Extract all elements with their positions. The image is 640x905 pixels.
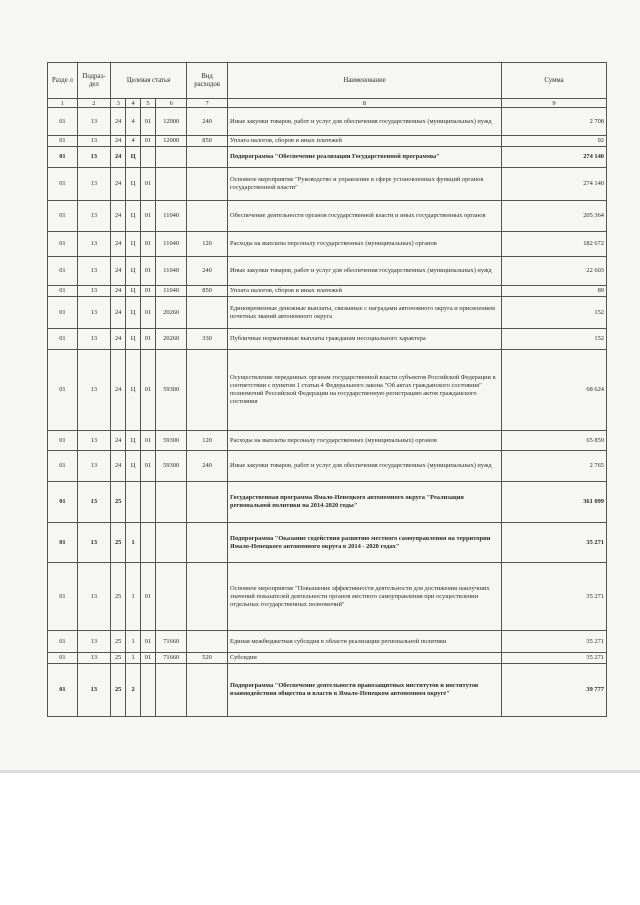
podrazdel-cell: 13 (77, 653, 110, 664)
celevaya-a-cell: 25 (110, 653, 125, 664)
celevaya-d-cell: 59300 (156, 431, 187, 451)
celevaya-a-cell: 25 (110, 631, 125, 653)
name-cell: Уплата налогов, сборов и иных платежей (228, 136, 502, 147)
table-row (48, 286, 607, 297)
razdel-cell: 01 (48, 232, 78, 257)
header-row (48, 63, 607, 99)
table-row (48, 451, 607, 482)
name-cell: Иные закупки товаров, работ и услуг для обеспечения государственных (муниципальных) нужд (228, 108, 502, 136)
celevaya-b-cell: 1 (126, 631, 140, 653)
podrazdel-cell: 13 (77, 147, 110, 168)
celevaya-a-cell: 24 (110, 431, 125, 451)
sum-cell: 152 (501, 329, 606, 350)
sum-cell: 35 271 (501, 563, 606, 631)
table-row (48, 147, 607, 168)
sum-cell: 2 708 (501, 108, 606, 136)
razdel-cell: 01 (48, 563, 78, 631)
podrazdel-cell: 13 (77, 257, 110, 286)
name-cell: Обеспечение деятельности органов государственной власти и иных государственных органов (228, 201, 502, 232)
celevaya-a-cell: 25 (110, 482, 125, 523)
celevaya-b-cell: 4 (126, 136, 140, 147)
vid-cell: 330 (187, 329, 228, 350)
vid-cell: 850 (187, 286, 228, 297)
podrazdel-cell: 13 (77, 631, 110, 653)
celevaya-d-cell: 59300 (156, 451, 187, 482)
vid-cell (187, 664, 228, 717)
razdel-cell: 01 (48, 201, 78, 232)
celevaya-d-cell: 11040 (156, 257, 187, 286)
celevaya-c-cell: 01 (140, 257, 155, 286)
name-cell: Подпрограмма "Обеспечение деятельности правозащитных институтов и институтов взаимодействия общества и власти в Ямало-Ненецком автономном округе" (228, 664, 502, 717)
celevaya-a-cell: 25 (110, 523, 125, 563)
celevaya-c-cell: 01 (140, 286, 155, 297)
celevaya-b-cell: Ц (126, 168, 140, 201)
colnum: 1 (48, 99, 78, 108)
name-cell: Субсидии (228, 653, 502, 664)
celevaya-b-cell: 1 (126, 653, 140, 664)
celevaya-a-cell: 24 (110, 147, 125, 168)
column-numbers-row (48, 99, 607, 108)
sum-cell: 361 099 (501, 482, 606, 523)
table-row (48, 297, 607, 329)
razdel-cell: 01 (48, 257, 78, 286)
razdel-cell: 01 (48, 523, 78, 563)
vid-cell (187, 201, 228, 232)
vid-cell (187, 350, 228, 431)
podrazdel-cell: 13 (77, 664, 110, 717)
celevaya-a-cell: 24 (110, 201, 125, 232)
header-podrazdel: Подраз- дел (77, 63, 110, 99)
podrazdel-cell: 13 (77, 108, 110, 136)
celevaya-d-cell: 20260 (156, 297, 187, 329)
vid-cell (187, 297, 228, 329)
table-row (48, 631, 607, 653)
sum-cell: 2 765 (501, 451, 606, 482)
celevaya-d-cell (156, 563, 187, 631)
table-row (48, 168, 607, 201)
razdel-cell: 01 (48, 286, 78, 297)
celevaya-d-cell: 11040 (156, 232, 187, 257)
vid-cell (187, 168, 228, 201)
razdel-cell: 01 (48, 664, 78, 717)
header-celevaya: Целевая статья (110, 63, 186, 99)
vid-cell (187, 147, 228, 168)
header-vid: Вид расходов (187, 63, 228, 99)
name-cell: Основное мероприятие "Руководство и управление в сфере установленных функций органов государственной власти" (228, 168, 502, 201)
podrazdel-cell: 13 (77, 482, 110, 523)
name-cell: Осуществление переданных органам государственной власти субъектов Российской Федерации в соответствии с пунктом 1 статьи 4 Федерального закона "Об актах гражданского состояния" полномочий Российской Федерации на государственную регистрацию актов гражданского состояния (228, 350, 502, 431)
name-cell: Публичные нормативные выплаты гражданам несоциального характера (228, 329, 502, 350)
celevaya-d-cell (156, 168, 187, 201)
name-cell: Единая межбюджетная субсидия в области реализации региональной политики (228, 631, 502, 653)
header-naimenovanie: Наименование (228, 63, 502, 99)
name-cell: Единовременные денежные выплаты, связанные с наградами автономного округа и присвоением почетных званий автономного округа (228, 297, 502, 329)
table-row (48, 653, 607, 664)
table-row (48, 201, 607, 232)
podrazdel-cell: 13 (77, 201, 110, 232)
celevaya-d-cell: 71660 (156, 631, 187, 653)
vid-cell (187, 482, 228, 523)
colnum: 8 (228, 99, 502, 108)
vid-cell: 240 (187, 108, 228, 136)
celevaya-b-cell: 2 (126, 664, 140, 717)
table-row (48, 664, 607, 717)
celevaya-a-cell: 24 (110, 350, 125, 431)
celevaya-a-cell: 24 (110, 329, 125, 350)
sum-cell: 89 (501, 286, 606, 297)
table-row (48, 136, 607, 147)
header-summa: Сумма (501, 63, 606, 99)
celevaya-c-cell: 01 (140, 631, 155, 653)
razdel-cell: 01 (48, 431, 78, 451)
celevaya-d-cell (156, 482, 187, 523)
colnum: 4 (126, 99, 140, 108)
celevaya-c-cell (140, 523, 155, 563)
colnum: 6 (156, 99, 187, 108)
podrazdel-cell: 13 (77, 350, 110, 431)
sum-cell: 68 624 (501, 350, 606, 431)
celevaya-c-cell: 01 (140, 451, 155, 482)
celevaya-b-cell: Ц (126, 257, 140, 286)
sum-cell: 152 (501, 297, 606, 329)
celevaya-c-cell: 01 (140, 653, 155, 664)
sum-cell: 35 271 (501, 653, 606, 664)
header-razdel: Разде л (48, 63, 78, 99)
celevaya-d-cell: 12000 (156, 136, 187, 147)
name-cell: Подпрограмма "Оказание содействия развитию местного самоуправления на территории Ямало-Ненецкого автономного округа в 2014 - 2020 годах" (228, 523, 502, 563)
celevaya-c-cell: 01 (140, 168, 155, 201)
razdel-cell: 01 (48, 147, 78, 168)
celevaya-a-cell: 24 (110, 168, 125, 201)
vid-cell: 240 (187, 257, 228, 286)
sum-cell: 22 603 (501, 257, 606, 286)
celevaya-d-cell (156, 664, 187, 717)
sum-cell: 35 271 (501, 523, 606, 563)
celevaya-c-cell: 01 (140, 136, 155, 147)
razdel-cell: 01 (48, 168, 78, 201)
celevaya-a-cell: 24 (110, 451, 125, 482)
table-row (48, 329, 607, 350)
sum-cell: 205 364 (501, 201, 606, 232)
celevaya-a-cell: 24 (110, 232, 125, 257)
celevaya-b-cell: Ц (126, 431, 140, 451)
podrazdel-cell: 13 (77, 232, 110, 257)
table-row (48, 108, 607, 136)
vid-cell: 240 (187, 451, 228, 482)
celevaya-d-cell: 20260 (156, 329, 187, 350)
vid-cell (187, 563, 228, 631)
podrazdel-cell: 13 (77, 451, 110, 482)
celevaya-c-cell: 01 (140, 232, 155, 257)
sum-cell: 65 859 (501, 431, 606, 451)
sum-cell: 39 777 (501, 664, 606, 717)
vid-cell: 120 (187, 431, 228, 451)
sum-cell: 274 140 (501, 168, 606, 201)
celevaya-b-cell: Ц (126, 297, 140, 329)
vid-cell (187, 631, 228, 653)
celevaya-a-cell: 25 (110, 664, 125, 717)
razdel-cell: 01 (48, 482, 78, 523)
celevaya-c-cell (140, 664, 155, 717)
name-cell: Расходы на выплаты персоналу государственных (муниципальных) органов (228, 232, 502, 257)
celevaya-d-cell (156, 147, 187, 168)
table-row (48, 257, 607, 286)
celevaya-b-cell (126, 482, 140, 523)
page-edge (0, 770, 640, 773)
celevaya-b-cell: Ц (126, 201, 140, 232)
vid-cell: 120 (187, 232, 228, 257)
celevaya-c-cell: 01 (140, 201, 155, 232)
celevaya-a-cell: 24 (110, 286, 125, 297)
celevaya-b-cell: Ц (126, 329, 140, 350)
vid-cell (187, 523, 228, 563)
celevaya-d-cell: 11040 (156, 201, 187, 232)
celevaya-d-cell: 71660 (156, 653, 187, 664)
name-cell: Основное мероприятие "Повышение эффективности деятельности для достижения наилучших значений показателей деятельности органов местного самоуправления при осуществлении отдельных государственных полномочий" (228, 563, 502, 631)
podrazdel-cell: 13 (77, 168, 110, 201)
celevaya-c-cell: 01 (140, 108, 155, 136)
celevaya-d-cell: 12000 (156, 108, 187, 136)
celevaya-b-cell: Ц (126, 232, 140, 257)
celevaya-b-cell: 1 (126, 523, 140, 563)
vid-cell: 850 (187, 136, 228, 147)
celevaya-d-cell (156, 523, 187, 563)
podrazdel-cell: 13 (77, 297, 110, 329)
colnum: 2 (77, 99, 110, 108)
celevaya-c-cell: 01 (140, 329, 155, 350)
celevaya-b-cell: Ц (126, 451, 140, 482)
razdel-cell: 01 (48, 297, 78, 329)
celevaya-c-cell: 01 (140, 297, 155, 329)
podrazdel-cell: 13 (77, 431, 110, 451)
celevaya-c-cell (140, 147, 155, 168)
sum-cell: 35 271 (501, 631, 606, 653)
celevaya-c-cell (140, 482, 155, 523)
celevaya-a-cell: 24 (110, 108, 125, 136)
celevaya-c-cell: 01 (140, 350, 155, 431)
razdel-cell: 01 (48, 329, 78, 350)
name-cell: Подпрограмма "Обеспечение реализации Государственной программы" (228, 147, 502, 168)
budget-table (47, 62, 607, 717)
celevaya-a-cell: 24 (110, 257, 125, 286)
celevaya-b-cell: Ц (126, 350, 140, 431)
celevaya-a-cell: 24 (110, 297, 125, 329)
celevaya-d-cell: 59300 (156, 350, 187, 431)
celevaya-d-cell: 11040 (156, 286, 187, 297)
name-cell: Иные закупки товаров, работ и услуг для обеспечения государственных (муниципальных) нужд (228, 257, 502, 286)
celevaya-b-cell: Ц (126, 286, 140, 297)
colnum: 9 (501, 99, 606, 108)
celevaya-c-cell: 01 (140, 431, 155, 451)
table-row (48, 482, 607, 523)
table-row (48, 563, 607, 631)
celevaya-b-cell: Ц (126, 147, 140, 168)
podrazdel-cell: 13 (77, 329, 110, 350)
razdel-cell: 01 (48, 653, 78, 664)
sum-cell: 274 140 (501, 147, 606, 168)
podrazdel-cell: 13 (77, 136, 110, 147)
sum-cell: 92 (501, 136, 606, 147)
name-cell: Расходы на выплаты персоналу государственных (муниципальных) органов (228, 431, 502, 451)
razdel-cell: 01 (48, 350, 78, 431)
celevaya-a-cell: 25 (110, 563, 125, 631)
name-cell: Государственная программа Ямало-Ненецкого автономного округа "Реализация региональной политики на 2014-2020 годы" (228, 482, 502, 523)
name-cell: Уплата налогов, сборов и иных платежей (228, 286, 502, 297)
podrazdel-cell: 13 (77, 563, 110, 631)
table-row (48, 350, 607, 431)
razdel-cell: 01 (48, 451, 78, 482)
colnum: 5 (140, 99, 155, 108)
table-row (48, 431, 607, 451)
table-row (48, 232, 607, 257)
colnum: 7 (187, 99, 228, 108)
celevaya-b-cell: 1 (126, 563, 140, 631)
celevaya-a-cell: 24 (110, 136, 125, 147)
podrazdel-cell: 13 (77, 523, 110, 563)
celevaya-c-cell: 01 (140, 563, 155, 631)
podrazdel-cell: 13 (77, 286, 110, 297)
table-row (48, 523, 607, 563)
celevaya-b-cell: 4 (126, 108, 140, 136)
sum-cell: 182 672 (501, 232, 606, 257)
colnum: 3 (110, 99, 125, 108)
razdel-cell: 01 (48, 108, 78, 136)
razdel-cell: 01 (48, 631, 78, 653)
name-cell: Иные закупки товаров, работ и услуг для обеспечения государственных (муниципальных) нужд (228, 451, 502, 482)
vid-cell: 520 (187, 653, 228, 664)
razdel-cell: 01 (48, 136, 78, 147)
